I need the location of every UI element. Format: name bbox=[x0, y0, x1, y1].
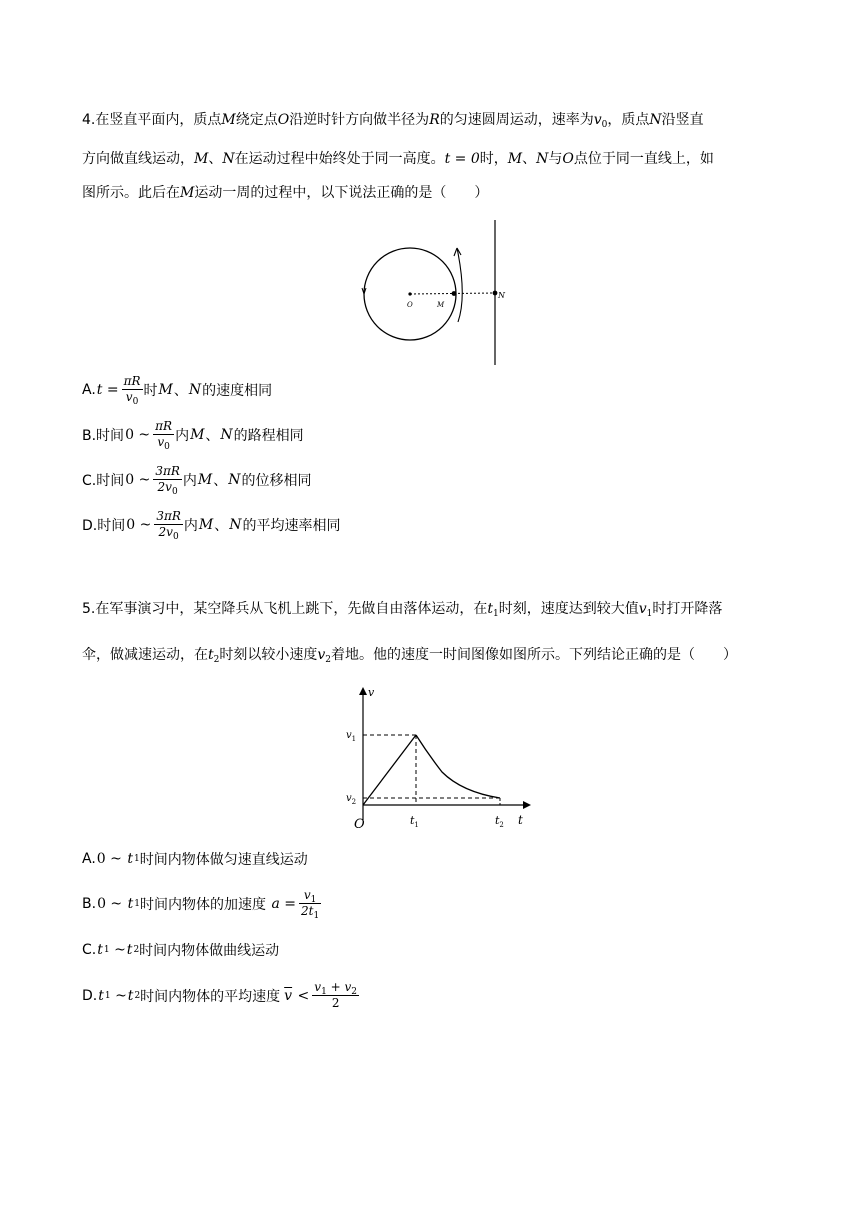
q5-line-2: 伞，做减速运动，在$t_2$时刻以较小速度$v_2$着地。他的速度一时间图像如图所示。下列结论正确的是（ ） bbox=[82, 647, 738, 665]
label-M: M bbox=[437, 301, 445, 309]
decel-curve bbox=[416, 735, 500, 798]
rotation-arrow-arc bbox=[457, 248, 462, 322]
point-N bbox=[493, 291, 498, 296]
q5-option-a[interactable]: A. 0 ~ t 1 时间内物体做匀速直线运动 bbox=[82, 851, 308, 868]
q4-option-d[interactable]: D.时间 0 ~ $\frac{3\pi R}{2v_0}$ 内 M 、 N 的平均速率相同 bbox=[82, 509, 341, 542]
label-origin: O bbox=[354, 817, 365, 832]
fraction: $\frac{v_1 + v_2}{2}$ bbox=[314, 980, 357, 1010]
q5-option-b[interactable]: B. 0 ~ t 1 时间内物体的加速度 a = $\frac{v_1}{2t_1}$ bbox=[82, 888, 320, 921]
vbar: $\overline{v}$ bbox=[284, 987, 293, 1004]
q4-option-c[interactable]: C.时间 0 ~ $\frac{3\pi R}{2v_0}$ 内 M 、 N 的位移相同 bbox=[82, 464, 312, 497]
q4-circle-figure bbox=[355, 218, 515, 368]
label-N: N bbox=[498, 291, 505, 300]
fraction: $\frac{\pi R}{v_0}$ bbox=[155, 419, 173, 452]
point-O bbox=[408, 292, 411, 295]
point-M bbox=[452, 291, 457, 296]
q4-line-3: 图所示。此后在M运动一周的过程中，以下说法正确的是（ ） bbox=[82, 185, 489, 201]
q5-line-1: 5.在军事演习中，某空降兵从飞机上跳下，先做自由落体运动，在$t_1$时刻，速度达到较大值$v_1$时打开降落 bbox=[82, 601, 723, 619]
y-axis-arrow bbox=[359, 687, 367, 695]
label-v1: $v_1$ bbox=[346, 730, 357, 743]
q4-option-a[interactable]: A. t = $\frac{\pi R}{v_0}$ 时 M 、 N 的速度相同 bbox=[82, 374, 273, 407]
label-t-axis: t bbox=[518, 813, 523, 827]
fraction: $\frac{v_1}{2t_1}$ bbox=[300, 888, 320, 921]
label-v-axis: v bbox=[368, 686, 375, 699]
q4-option-b[interactable]: B.时间 0 ~ $\frac{\pi R}{v_0}$ 内 M 、 N 的路程相同 bbox=[82, 419, 304, 452]
fraction: $\frac{3\pi R}{2v_0}$ bbox=[156, 509, 181, 542]
q5-option-c[interactable]: C. t 1 ~ t 2 时间内物体做曲线运动 bbox=[82, 942, 280, 959]
fraction: $\frac{3\pi R}{2v_0}$ bbox=[155, 464, 180, 497]
q5-vt-graph bbox=[340, 684, 540, 832]
x-axis-arrow bbox=[523, 801, 531, 809]
label-O: O bbox=[407, 301, 413, 309]
accel-line bbox=[363, 735, 416, 805]
q4-line-1: 4.在竖直平面内，质点M绕定点O沿逆时针方向做半径为R的匀速圆周运动，速率为$v_0$，质点N沿竖直 bbox=[82, 112, 704, 130]
label-v2: $v_2$ bbox=[346, 793, 357, 806]
label-t2: $t_2$ bbox=[495, 814, 504, 829]
fraction: $\frac{\pi R}{v_0}$ bbox=[123, 374, 141, 407]
q4-line-2: 方向做直线运动，M、N在运动过程中始终处于同一高度。t = 0时，M、N与O点位于同一直线上，如 bbox=[82, 151, 714, 167]
label-t1: $t_1$ bbox=[410, 814, 419, 829]
q5-option-d[interactable]: D. t 1 ~ t 2 时间内物体的平均速度 $\overline{v}$ < $\frac{v_1 + v_2}{2}$ bbox=[82, 980, 357, 1010]
